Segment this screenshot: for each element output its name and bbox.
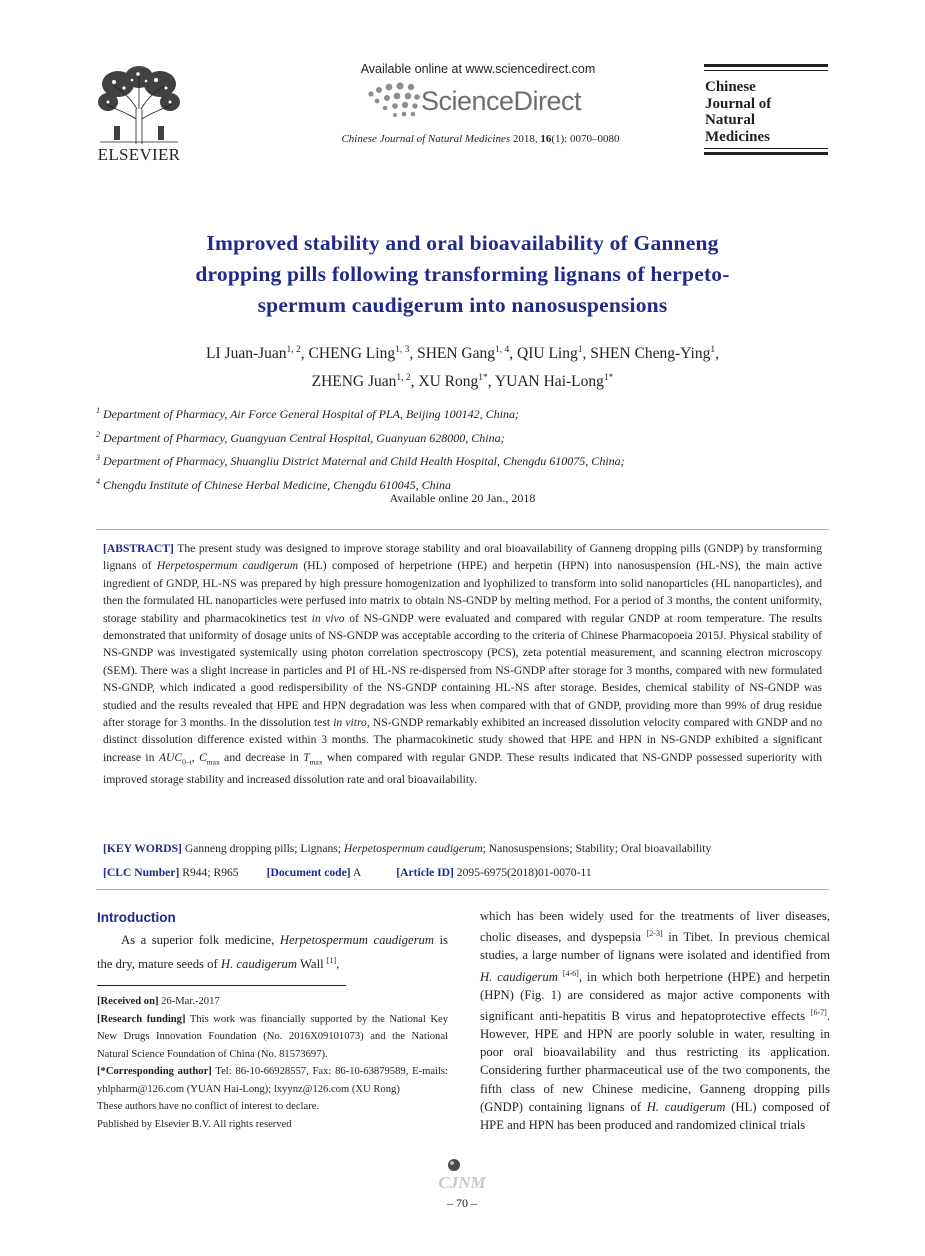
left-column — [97, 910, 448, 974]
paper-title — [120, 228, 805, 321]
available-online-link[interactable]: Available online at www.sciencedirect.com — [360, 62, 596, 76]
author-name[interactable]: CHENG Ling — [308, 345, 396, 363]
citation-ref[interactable]: [1] — [326, 955, 337, 965]
citation-ref[interactable]: [2-3] — [646, 929, 663, 939]
footnote-published: Published by Elsevier B.V. All rights reserved — [97, 1118, 292, 1130]
affiliation-list — [96, 401, 816, 495]
cjnm-footer-logo — [422, 1156, 502, 1196]
publisher-name: ELSEVIER — [97, 145, 181, 164]
author-name[interactable]: ZHENG Juan — [311, 373, 397, 391]
author-name[interactable]: SHEN Cheng-Ying — [590, 345, 711, 363]
author-name[interactable]: SHEN Gang — [417, 345, 496, 363]
clc-label: [CLC Number] — [103, 866, 180, 879]
author-name[interactable]: LI Juan-Juan — [206, 345, 287, 363]
footnote-rule — [97, 985, 346, 986]
document-code-label: [Document code] — [266, 866, 351, 879]
author-affil-sup: 1* — [478, 373, 488, 384]
footnote-funding: [Research funding] This work was financially supported by the National Key New Drugs Innovation Foundation (No. 2016X09101073) and the National Natural Science Foundation of China (No. 81573697). — [97, 1013, 448, 1060]
author-affil-sup: 1, 2 — [286, 345, 301, 355]
affiliation: $^2$ Department of Pharmacy, Guangyuan Central Hospital, Guanyuan 628000, China; — [96, 429, 505, 445]
elsevier-tree-icon — [96, 64, 182, 146]
keywords: [KEY WORDS] Ganneng dropping pills; Lignans; Herpetospermum caudigerum; Nanosuspensions; Stability; Oral bioavailability — [103, 842, 712, 855]
journal-name-line: Medicines — [705, 128, 770, 145]
sciencedirect-logo[interactable] — [363, 80, 613, 122]
intro-paragraph: As a superior folk medicine, Herpetospermum caudigerum is the dry, mature seeds of H. caudigerum Wall [1], — [97, 933, 448, 971]
article-id-value: 2095-6975(2018)01-0070-11 — [453, 866, 592, 879]
citation-year: 2018, — [512, 133, 538, 145]
title-line: Improved stability and oral bioavailability of Ganneng — [206, 231, 719, 255]
page-number: – 70 – — [447, 1196, 477, 1210]
keywords-label: [KEY WORDS] — [103, 842, 182, 855]
document-code-value: A — [350, 866, 362, 879]
journal-name-line: Natural — [705, 112, 755, 128]
sciencedirect-dots-icon — [363, 80, 423, 122]
author-name[interactable]: XU Rong — [418, 373, 479, 391]
journal-rule-bottom-thick — [704, 152, 828, 155]
author-name[interactable]: YUAN Hai-Long — [494, 373, 604, 391]
author-affil-sup: 1 — [710, 345, 716, 355]
abstract-label: [ABSTRACT] — [103, 542, 174, 555]
author-affil-sup: 1, 4 — [495, 345, 510, 355]
elsevier-logo — [96, 64, 182, 162]
clc-value: R944; R965 — [179, 866, 239, 879]
article-id-label: [Article ID] — [396, 866, 454, 879]
sciencedirect-wordmark: ScienceDirect — [421, 86, 582, 116]
author-line-2: ZHENG Juan$^{1, 2}$, XU Rong$^{1*}$, YUAN Hai-Long$^{1*}$ — [311, 373, 614, 391]
journal-name-line: Journal of — [705, 95, 772, 112]
citation-journal: Chinese Journal of Natural Medicines — [341, 133, 511, 145]
citation-ref[interactable]: [4-6] — [562, 968, 579, 978]
journal-name-line: Chinese — [705, 79, 756, 95]
author-affil-sup: 1* — [603, 373, 614, 384]
available-online-date: Available online 20 Jan., 2018 — [389, 491, 536, 505]
journal-citation — [318, 133, 643, 145]
citation-volume: 16 — [540, 133, 552, 145]
cjnm-footer-logo-text: CJNM — [438, 1173, 486, 1192]
footnote-conflict: These authors have no conflict of interest to declare. — [97, 1101, 320, 1112]
journal-rule-top-thick — [704, 64, 828, 67]
title-line: dropping pills following transforming lignans of herpeto- — [195, 262, 730, 286]
journal-name — [705, 79, 825, 145]
abstract-rule-bottom — [96, 889, 829, 890]
affiliation: $^3$ Department of Pharmacy, Shuangliu District Maternal and Child Health Hospital, Chengdu 610075, China; — [96, 453, 625, 468]
author-name[interactable]: QIU Ling — [517, 345, 578, 363]
footnote-received: [Received on] 26-Mar.-2017 — [97, 996, 220, 1007]
right-column: which has been widely used for the treatments of liver diseases, cholic diseases, and dyspepsia [2-3] in Tibet. In previous chemical studies, a large number of lignans were isolated and identified from H. caudigerum [4-6], in which both herpetrione (HPE) and herpetin (HPN) (Fig. 1) are considered as major active components with significant anti-hepatitis B virus and hepatoprotective effects [6-7]. However, HPE and HPN are poorly soluble in water, resulting in poor oral bioavailability and thus restricting its application. Considering further pharmaceutical use of the two components, the fifth class of new Chinese medicine, Ganneng dropping pills (GNDP) containing lignans of H. caudigerum (HL) composed of HPE and HPN has been produced and randomized clinical trials — [480, 909, 830, 1132]
citation-ref[interactable]: [6-7] — [810, 1007, 827, 1017]
section-heading-introduction: Introduction — [97, 910, 176, 925]
author-affil-sup: 1, 2 — [396, 373, 411, 384]
author-affil-sup: 1, 3 — [395, 345, 410, 355]
footnote-corresponding: [*Corresponding author] Tel: 86-10-66928557, Fax: 86-10-63879589, E-mails: yhlpharm@126.com (YUAN Hai-Long); lxyynz@126.com (XU Rong) — [97, 1066, 448, 1095]
affiliation: $^1$ Department of Pharmacy, Air Force General Hospital of PLA, Beijing 100142, China; — [96, 406, 519, 421]
affiliation: $^4$ Chengdu Institute of Chinese Herbal Medicine, Chengdu 610045, China — [96, 476, 451, 492]
citation-issue-pages: (1): 0070–0080 — [551, 133, 620, 145]
title-line: spermum caudigerum into nanosuspensions — [257, 293, 668, 317]
footnotes — [97, 993, 448, 1133]
author-list — [110, 338, 815, 394]
abstract: [ABSTRACT] The present study was designed to improve storage stability and oral bioavailability of Ganneng dropping pills (GNDP) by transforming lignans of Herpetospermum caudigerum (HL) composed of herpetrione (HPE) and herpetin (HPN) into nanosuspension (HL-NS), the main active ingredient of GNDP, HL-NS was prepared by high pressure homogenization and lyophilized to transform into solid nanoparticles (HL nanoparticles), and then the formulated HL nanoparticles were perfused into matrix to obtain NS-GNDP by melting method. For a period of 3 months, the content uniformity, storage stability and pharmacokinetics test in vivo of NS-GNDP were evaluated and compared with regular GNDP at room temperature. The results demonstrated that uniformity of dosage units of NS-GNDP was acceptable according to the criteria of Chinese Pharmacopoeia 2015J. Physical stability of NS-GNDP was investigated systemically using photon correlation spectroscopy (PCS), zeta potential measurement, and scanning electron microscopy (SEM). There was a slight increase in particles and PI of HL-NS re-dispersed from NS-GNDP after storage for 3 months, compared with new formulated NS-GNDP, which indicated a good redispersibility of the NS-GNDP containing HL-NS after storage. Besides, chemical stability of NS-GNDP was studied and the results revealed that HPE and HPN degradation was less when compared with that of GNDP, providing more than 99% of drug residue after storage for 3 months. In the dissolution test in vitro, NS-GNDP remarkably exhibited an increased dissolution velocity compared with GNDP and no distinct dissolution difference existed within 3 months. The pharmacokinetic study showed that HPE and HPN in NS-GNDP exhibited a significant increase in $AUC_{0-t}$, $C_{max}$ and decrease in $T_{max}$ when compared with regular GNDP. These results indicated that NS-GNDP possessed superiority with improved storage stability and increased dissolution rate and oral bioavailability. — [103, 542, 823, 786]
author-line-1: LI Juan-Juan$^{1, 2}$, CHENG Ling$^{1, 3}$, SHEN Gang$^{1, 4}$, QIU Ling$^1$, SHEN Cheng-Ying$^1$, — [206, 345, 719, 363]
journal-rule-bottom-thin — [704, 148, 828, 149]
author-affil-sup: 1 — [577, 345, 583, 355]
journal-rule-top-thin — [704, 70, 828, 71]
classification-line — [103, 866, 822, 879]
abstract-rule-top — [96, 529, 829, 530]
